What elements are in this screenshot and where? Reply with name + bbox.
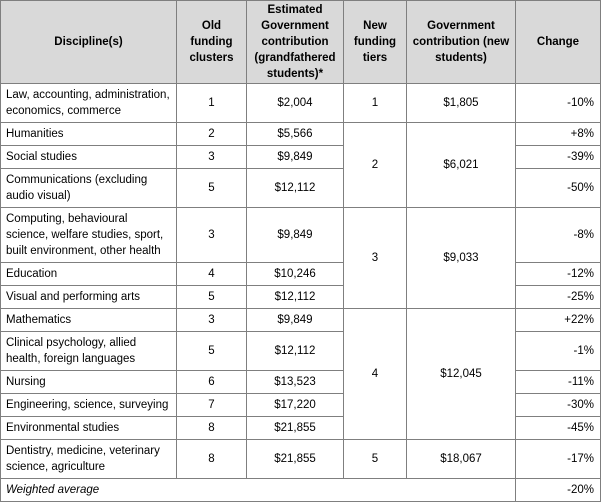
header-gov-contribution: Government contribution (new students)	[407, 1, 516, 84]
est-contribution-cell: $2,004	[247, 84, 344, 123]
discipline-cell: Mathematics	[1, 309, 177, 332]
tier-cell: 1	[344, 84, 407, 123]
discipline-cell: Clinical psychology, allied health, foreign languages	[1, 332, 177, 371]
change-cell: -50%	[516, 169, 601, 208]
change-cell: +22%	[516, 309, 601, 332]
old-cluster-cell: 8	[177, 417, 247, 440]
est-contribution-cell: $9,849	[247, 208, 344, 263]
header-change: Change	[516, 1, 601, 84]
weighted-average-label: Weighted average	[1, 479, 516, 502]
header-row	[1, 1, 601, 84]
change-cell: -39%	[516, 146, 601, 169]
discipline-cell: Environmental studies	[1, 417, 177, 440]
old-cluster-cell: 1	[177, 84, 247, 123]
est-contribution-cell: $21,855	[247, 417, 344, 440]
discipline-cell: Education	[1, 263, 177, 286]
discipline-cell: Visual and performing arts	[1, 286, 177, 309]
gov-contribution-cell: $1,805	[407, 84, 516, 123]
tier-cell: 5	[344, 440, 407, 479]
change-cell: -1%	[516, 332, 601, 371]
est-contribution-cell: $13,523	[247, 371, 344, 394]
old-cluster-cell: 3	[177, 146, 247, 169]
discipline-cell: Computing, behavioural science, welfare studies, sport, built environment, other health	[1, 208, 177, 263]
old-cluster-cell: 3	[177, 208, 247, 263]
weighted-average-row	[1, 479, 601, 502]
discipline-cell: Nursing	[1, 371, 177, 394]
tier-cell: 3	[344, 208, 407, 309]
gov-contribution-cell: $18,067	[407, 440, 516, 479]
change-cell: -30%	[516, 394, 601, 417]
discipline-cell: Communications (excluding audio visual)	[1, 169, 177, 208]
est-contribution-cell: $12,112	[247, 332, 344, 371]
table-row	[1, 123, 601, 146]
tier-cell: 4	[344, 309, 407, 440]
discipline-cell: Dentistry, medicine, veterinary science, agriculture	[1, 440, 177, 479]
est-contribution-cell: $12,112	[247, 169, 344, 208]
change-cell: -25%	[516, 286, 601, 309]
header-discipline: Discipline(s)	[1, 1, 177, 84]
gov-contribution-cell: $9,033	[407, 208, 516, 309]
est-contribution-cell: $9,849	[247, 146, 344, 169]
old-cluster-cell: 5	[177, 169, 247, 208]
est-contribution-cell: $12,112	[247, 286, 344, 309]
change-cell: -45%	[516, 417, 601, 440]
est-contribution-cell: $10,246	[247, 263, 344, 286]
table-row	[1, 84, 601, 123]
est-contribution-cell: $5,566	[247, 123, 344, 146]
discipline-cell: Social studies	[1, 146, 177, 169]
table-row	[1, 309, 601, 332]
change-cell: -11%	[516, 371, 601, 394]
header-new-tiers: New funding tiers	[344, 1, 407, 84]
old-cluster-cell: 7	[177, 394, 247, 417]
old-cluster-cell: 6	[177, 371, 247, 394]
old-cluster-cell: 2	[177, 123, 247, 146]
change-cell: -8%	[516, 208, 601, 263]
old-cluster-cell: 5	[177, 332, 247, 371]
change-cell: +8%	[516, 123, 601, 146]
old-cluster-cell: 5	[177, 286, 247, 309]
discipline-cell: Humanities	[1, 123, 177, 146]
est-contribution-cell: $9,849	[247, 309, 344, 332]
est-contribution-cell: $17,220	[247, 394, 344, 417]
old-cluster-cell: 4	[177, 263, 247, 286]
change-cell: -10%	[516, 84, 601, 123]
header-est-contribution: Estimated Government contribution (grandfathered students)*	[247, 1, 344, 84]
old-cluster-cell: 8	[177, 440, 247, 479]
est-contribution-cell: $21,855	[247, 440, 344, 479]
discipline-cell: Engineering, science, surveying	[1, 394, 177, 417]
change-cell: -12%	[516, 263, 601, 286]
table-row	[1, 208, 601, 263]
weighted-average-change: -20%	[516, 479, 601, 502]
gov-contribution-cell: $6,021	[407, 123, 516, 208]
gov-contribution-cell: $12,045	[407, 309, 516, 440]
change-cell: -17%	[516, 440, 601, 479]
old-cluster-cell: 3	[177, 309, 247, 332]
discipline-cell: Law, accounting, administration, economics, commerce	[1, 84, 177, 123]
tier-cell: 2	[344, 123, 407, 208]
table-row	[1, 440, 601, 479]
header-old-clusters: Old funding clusters	[177, 1, 247, 84]
